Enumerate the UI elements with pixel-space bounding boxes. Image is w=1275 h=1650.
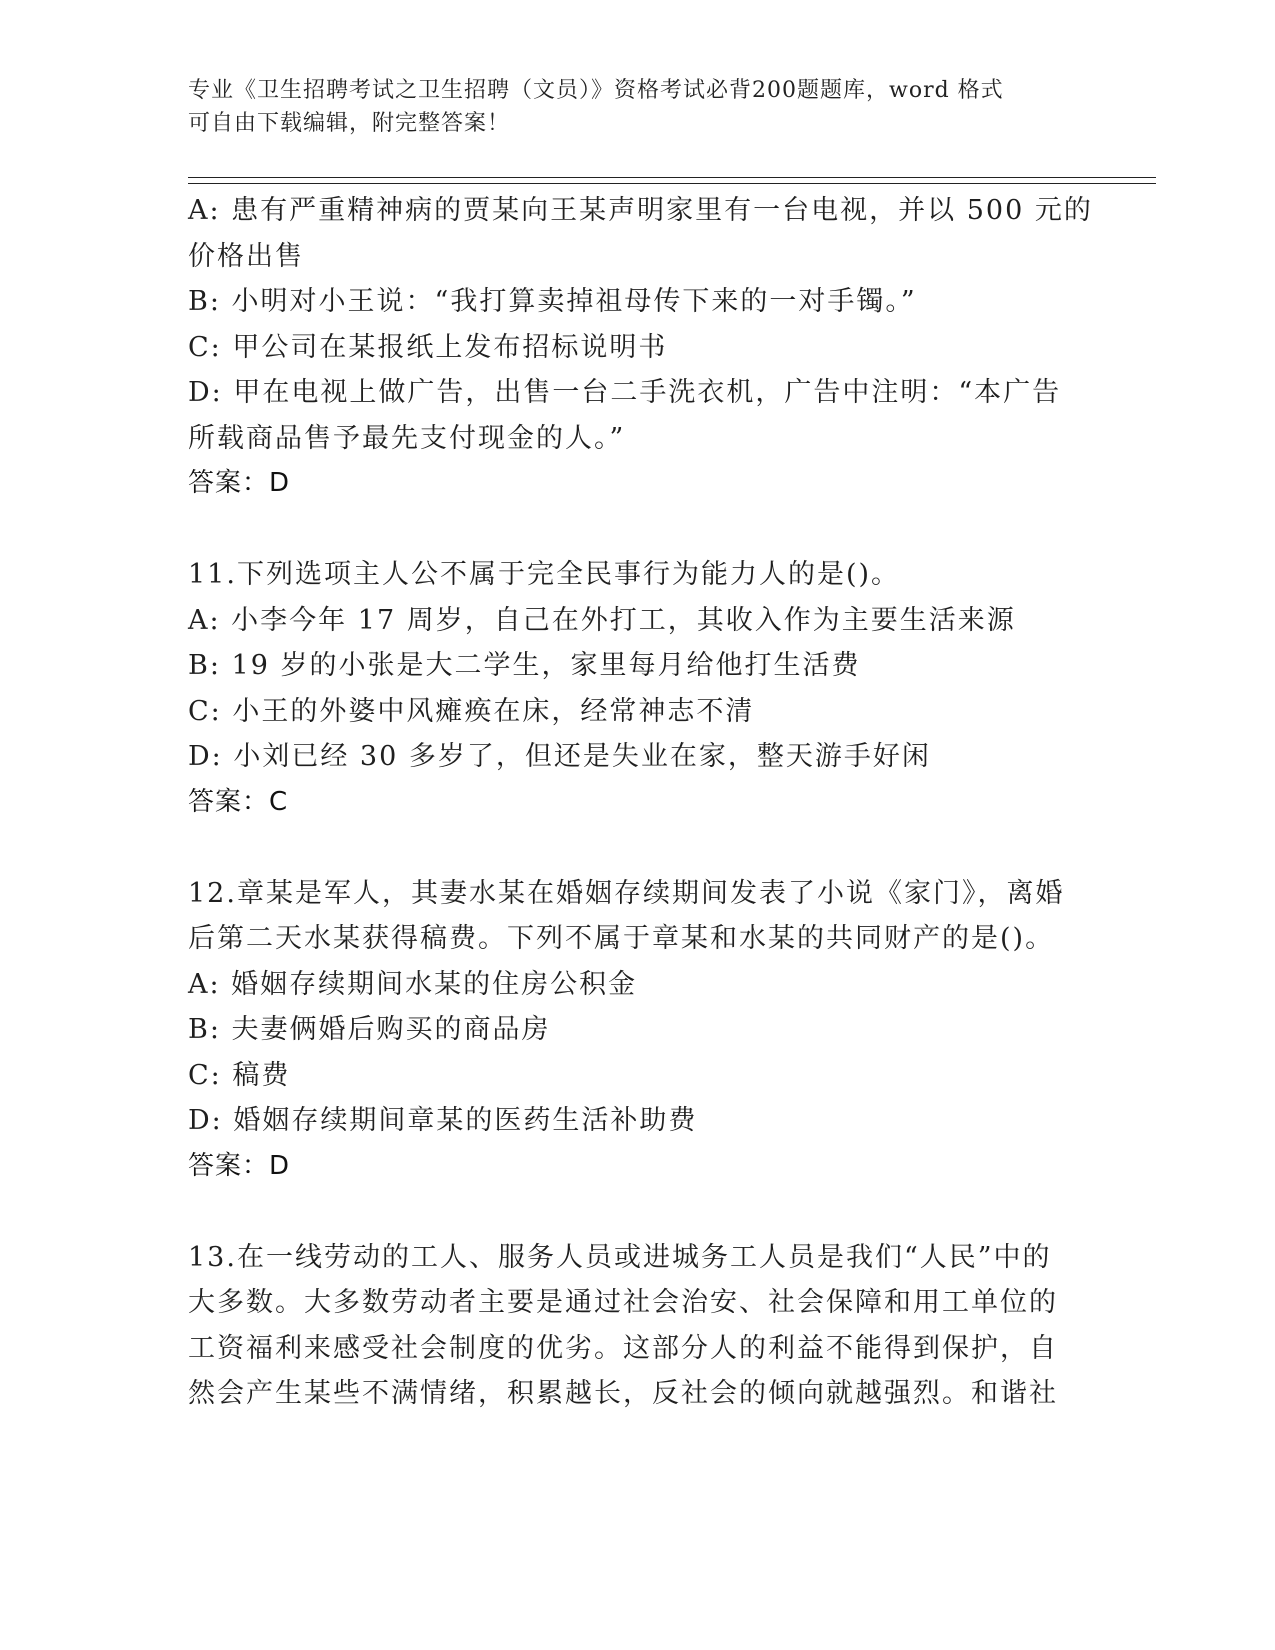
document-body	[188, 188, 1093, 1417]
spacer	[188, 507, 1078, 553]
spacer	[188, 1189, 1078, 1235]
answer: 答案：D	[188, 468, 291, 498]
question-12	[188, 871, 1078, 1190]
option-d-line-2: 所载商品售予最先支付现金的人。”	[188, 422, 626, 454]
option-d: D: 婚姻存续期间章某的医药生活补助费	[188, 1105, 698, 1136]
question-13	[188, 1235, 1078, 1417]
option-a: A: 小李今年 17 周岁，自己在外打工，其收入作为主要生活来源	[188, 604, 1016, 636]
option-b: B: 19 岁的小张是大二学生，家里每月给他打生活费	[188, 650, 861, 681]
question-text-line-1: 12.章某是军人，其妻水某在婚姻存续期间发表了小说《家门》，离婚	[188, 877, 1065, 909]
document-header	[188, 74, 1088, 140]
question-10	[188, 188, 1093, 507]
question-text-line-2: 大多数。大多数劳动者主要是通过社会治安、社会保障和用工单位的	[188, 1287, 1058, 1318]
question-text-line-4: 然会产生某些不满情绪，积累越长，反社会的倾向就越强烈。和谐社	[188, 1378, 1058, 1409]
option-c: C: 小王的外婆中风瘫痪在床，经常神志不清	[188, 695, 755, 727]
question-text-line-3: 工资福利来感受社会制度的优劣。这部分人的利益不能得到保护，自	[188, 1332, 1058, 1364]
option-b: B: 小明对小王说：“我打算卖掉祖母传下来的一对手镯。”	[188, 286, 917, 317]
option-d-line-1: D: 甲在电视上做广告，出售一台二手洗衣机，广告中注明：“本广告	[188, 377, 1062, 408]
option-a-line-1: A: 患有严重精神病的贾某向王某声明家里有一台电视，并以 500 元的	[188, 195, 1093, 226]
option-c: C: 甲公司在某报纸上发布招标说明书	[188, 331, 668, 363]
answer: 答案：C	[188, 786, 289, 817]
question-11	[188, 552, 1078, 825]
question-text-line-1: 13.在一线劳动的工人、服务人员或进城务工人员是我们“人民”中的	[188, 1241, 1052, 1273]
header-line-2: 可自由下载编辑，附完整答案！	[188, 111, 511, 136]
header-divider-bottom	[188, 183, 1156, 184]
header-line-1: 专业《卫生招聘考试之卫生招聘（文员）》资格考试必背200题题库，word 格式	[188, 78, 1004, 103]
option-b: B: 夫妻俩婚后购买的商品房	[188, 1014, 551, 1045]
question-text-line-2: 后第二天水某获得稿费。下列不属于章某和水某的共同财产的是()。	[188, 923, 1055, 954]
header-divider-top	[188, 177, 1156, 178]
option-a-line-2: 价格出售	[188, 240, 304, 272]
answer: 答案：D	[188, 1150, 291, 1181]
question-text: 11.下列选项主人公不属于完全民事行为能力人的是()。	[188, 559, 901, 590]
option-d: D: 小刘已经 30 多岁了，但还是失业在家，整天游手好闲	[188, 741, 931, 772]
option-a: A: 婚姻存续期间水某的住房公积金	[188, 968, 638, 1000]
option-c: C: 稿费	[188, 1059, 291, 1091]
spacer	[188, 825, 1078, 871]
